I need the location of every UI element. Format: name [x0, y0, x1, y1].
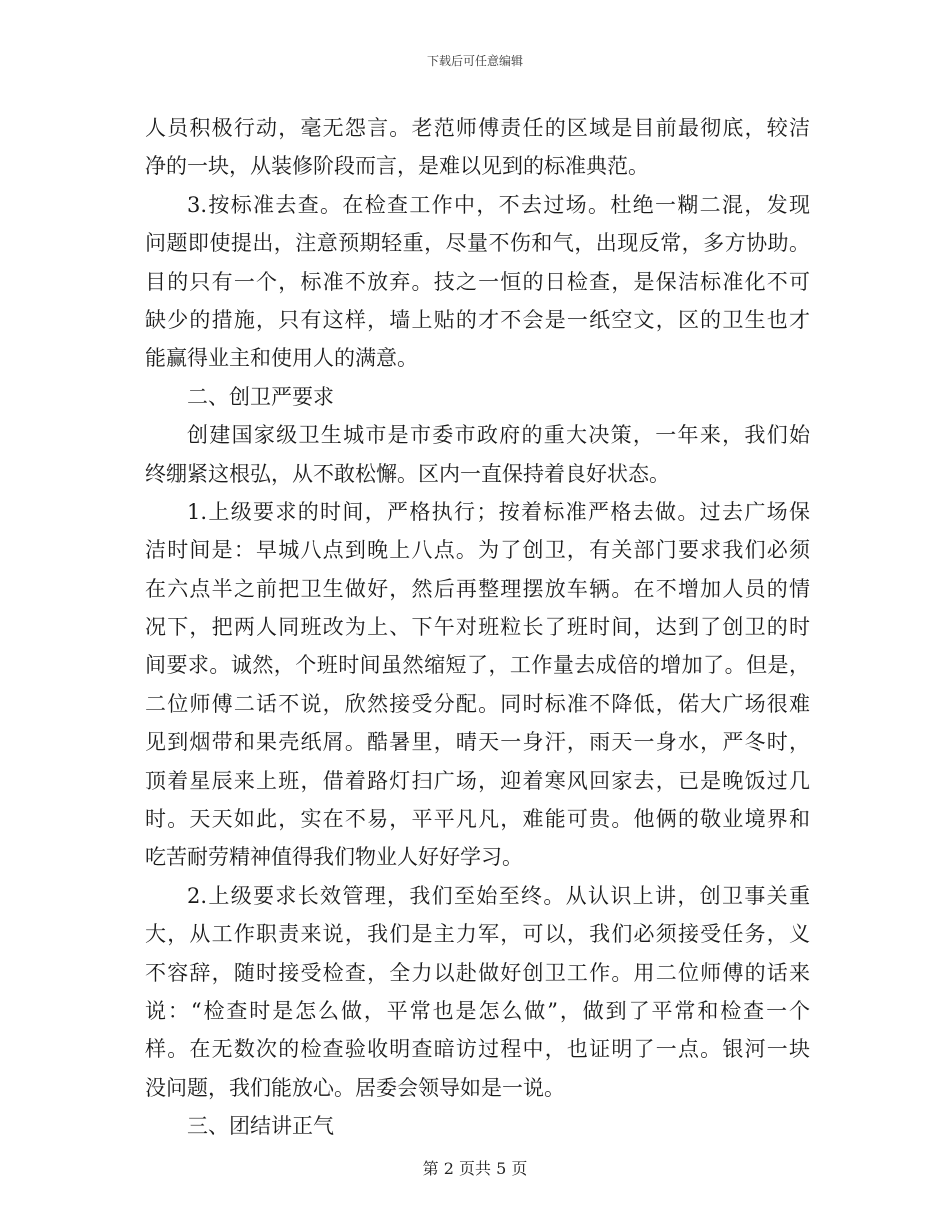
- text-line: 顶着星辰来上班，借着路灯扫广场，迎着寒风回家去，已是晚饭过几: [145, 768, 810, 793]
- text-line: 间要求。诚然，个班时间虽然缩短了，工作量去成倍的增加了。但是，: [145, 653, 810, 678]
- text-line: 大，从工作职责来说，我们是主力军，可以，我们必须接受任务，义: [145, 922, 810, 947]
- text-line: 不容辞，随时接受检查，全力以赴做好创卫工作。用二位师傅的话来: [145, 960, 810, 985]
- text-line: 目的只有一个，标准不放弃。技之一恒的日检查，是保洁标准化不可: [145, 269, 810, 294]
- text-line: 1.上级要求的时间，严格执行；按着标准严格去做。过去广场保: [187, 499, 810, 524]
- text-line: 2.上级要求长效管理，我们至始至终。从认识上讲，创卫事关重: [187, 883, 810, 908]
- text-line: 缺少的措施，只有这样，墙上贴的才不会是一纸空文，区的卫生也才: [145, 307, 810, 332]
- text-line: 净的一块，从装修阶段而言，是难以见到的标准典范。: [145, 154, 649, 179]
- text-line: 在六点半之前把卫生做好，然后再整理摆放车辆。在不增加人员的情: [145, 576, 810, 601]
- page-footer: 第 2 页共 5 页: [422, 1159, 528, 1178]
- text-line: 况下，把两人同班改为上、下午对班粒长了班时间，达到了创卫的时: [145, 615, 810, 640]
- text-line: 人员积极行动，毫无怨言。老范师傅责任的区域是目前最彻底，较洁: [145, 116, 810, 140]
- text-line: 3.按标准去查。在检查工作中，不去过场。杜绝一糊二混，发现: [187, 192, 810, 217]
- text-line: 问题即使提出，注意预期轻重，尽量不伤和气，出现反常，多方协助。: [145, 231, 810, 256]
- text-line: 时。天天如此，实在不易，平平凡凡，难能可贵。他俩的敬业境界和: [145, 807, 810, 832]
- text-line: 吃苦耐劳精神值得我们物业人好好学习。: [145, 845, 523, 870]
- text-line: 说：“检查时是怎么做，平常也是怎么做”，做到了平常和检查一个: [145, 998, 810, 1023]
- text-line: 终绷紧这根弘，从不敢松懈。区内一直保持着良好状态。: [145, 461, 670, 486]
- text-line: 洁时间是：早城八点到晚上八点。为了创卫，有关部门要求我们必须: [145, 538, 810, 563]
- text-line: 三、团结讲正气: [187, 1114, 334, 1139]
- text-line: 二位师傅二话不说，欣然接受分配。同时标准不降低，偌大广场很难: [145, 691, 810, 716]
- text-line: 创建国家级卫生城市是市委市政府的重大决策，一年来，我们始: [187, 423, 810, 448]
- text-line: 二、创卫严要求: [187, 384, 334, 409]
- text-line: 见到烟带和果壳纸屑。酷暑里，晴天一身汗，雨天一身水，严冬时，: [145, 730, 810, 755]
- page-header: 下载后可任意编辑: [426, 54, 523, 68]
- text-line: 没问题，我们能放心。居委会领导如是一说。: [145, 1075, 565, 1100]
- document-body: [145, 109, 810, 1146]
- text-line: 样。在无数次的检查验收明查暗访过程中，也证明了一点。银河一块: [145, 1037, 810, 1062]
- text-line: 能赢得业主和使用人的满意。: [145, 346, 418, 371]
